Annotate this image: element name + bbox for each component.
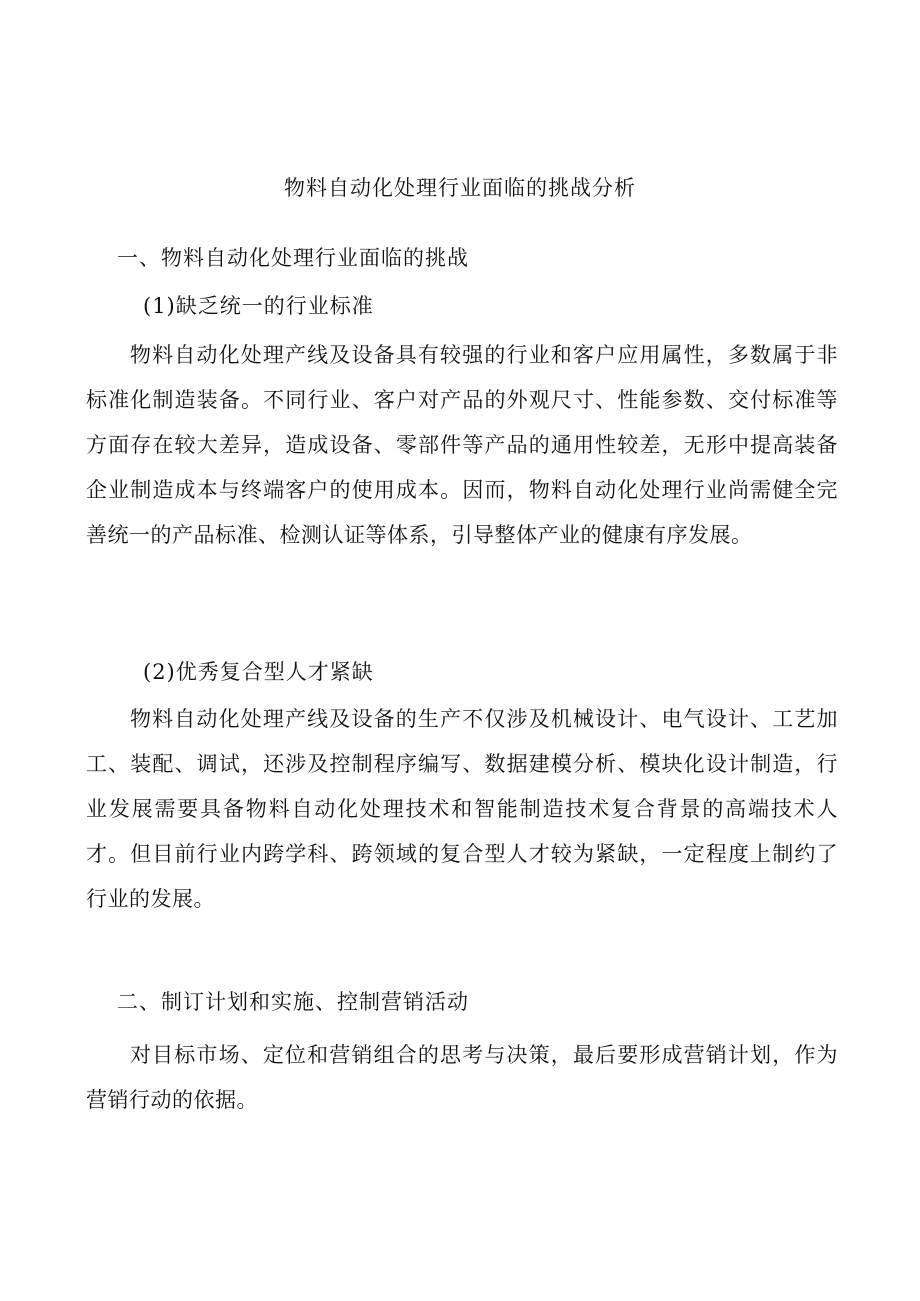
subsection-1-heading: (1)缺乏统一的行业标准 xyxy=(143,294,374,318)
document-title: 物料自动化处理行业面临的挑战分析 xyxy=(284,176,636,200)
subsection-2-heading: (2)优秀复合型人才紧缺 xyxy=(143,660,374,684)
subsection-2-body: 物料自动化处理产线及设备的生产不仅涉及机械设计、电气设计、工艺加工、装配、调试，还涉及控制程序编写、数据建模分析、模块化设计制造，行业发展需要具备物料自动化处理技术和智能制造技术复合背景的高端技术人才。但目前行业内跨学科、跨领域的复合型人才较为紧缺，一定程度上制约了行业的发展。 xyxy=(86,707,838,911)
subsection-1-body: 物料自动化处理产线及设备具有较强的行业和客户应用属性，多数属于非标准化制造装备。不同行业、客户对产品的外观尺寸、性能参数、交付标准等方面存在较大差异，造成设备、零部件等产品的通用性较差，无形中提高装备企业制造成本与终端客户的使用成本。因而，物料自动化处理行业尚需健全完善统一的产品标准、检测认证等体系，引导整体产业的健康有序发展。 xyxy=(86,343,838,547)
section-2-heading: 二、制订计划和实施、控制营销活动 xyxy=(117,990,469,1014)
section-2-body: 对目标市场、定位和营销组合的思考与决策，最后要形成营销计划，作为营销行动的依据。 xyxy=(86,1043,838,1112)
section-1-heading: 一、物料自动化处理行业面临的挑战 xyxy=(117,246,469,270)
